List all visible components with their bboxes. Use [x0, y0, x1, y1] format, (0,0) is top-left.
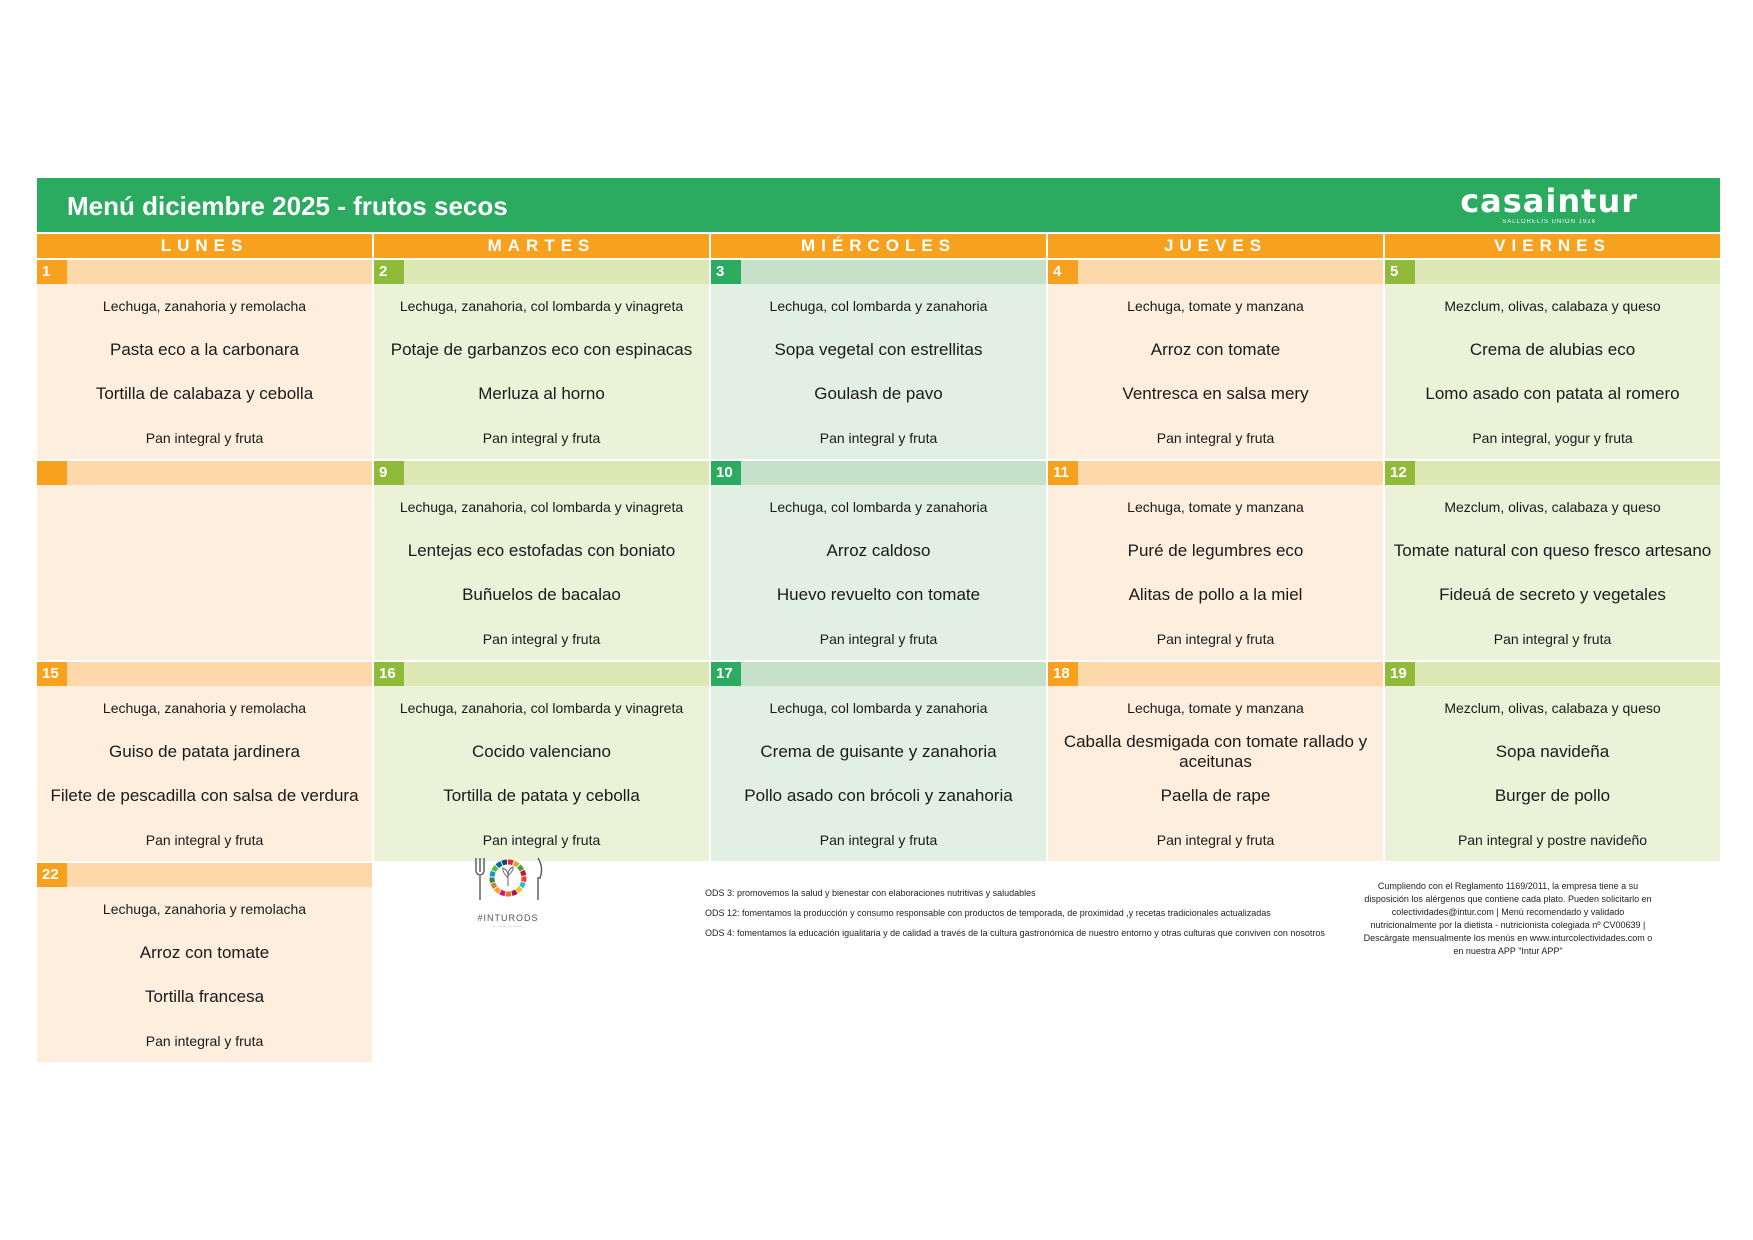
logo-wordmark: casaintur: [1460, 182, 1638, 220]
weekday-thursday: JUEVES: [1048, 234, 1383, 258]
first-course: Tomate natural con queso fresco artesano: [1393, 541, 1712, 560]
day-menu: [711, 284, 1046, 459]
day-cell: [374, 260, 709, 459]
day-number: 4: [1048, 260, 1078, 284]
day-number: 10: [711, 461, 741, 485]
bread-and-dessert: Pan integral y fruta: [819, 631, 938, 647]
day-number: 3: [711, 260, 741, 284]
bread-and-dessert: Pan integral y fruta: [482, 631, 601, 647]
day-cell: [711, 461, 1046, 660]
bread-and-dessert: Pan integral y postre navideño: [1457, 832, 1648, 848]
starter-salad: Lechuga, col lombarda y zanahoria: [769, 499, 988, 515]
logo-subtext: SALLORELIS UNION 1926: [1502, 219, 1596, 225]
day-cell-header: [711, 260, 1046, 284]
bread-and-dessert: Pan integral y fruta: [819, 832, 938, 848]
sdg-segment: [502, 862, 507, 863]
bread-and-dessert: Pan integral y fruta: [145, 1033, 264, 1049]
day-number: 16: [374, 662, 404, 686]
second-course: Paella de rape: [1160, 786, 1271, 805]
day-cell: [1048, 461, 1383, 660]
sdg-segment: [517, 888, 521, 891]
starter-salad: Lechuga, col lombarda y zanahoria: [769, 298, 988, 314]
weekday-wednesday: MIÉRCOLES: [711, 234, 1046, 258]
day-cell: [37, 260, 372, 459]
bread-and-dessert: Pan integral y fruta: [482, 832, 601, 848]
day-number: 19: [1385, 662, 1415, 686]
weekday-header-row: [37, 234, 1720, 258]
second-course: Filete de pescadilla con salsa de verdura: [50, 786, 359, 805]
day-cell: [1048, 260, 1383, 459]
menu-banner: [37, 178, 1720, 232]
weekday-friday: VIERNES: [1385, 234, 1720, 258]
starter-salad: Lechuga, zanahoria, col lombarda y vinagreta: [399, 499, 684, 515]
casaintur-logo: [1460, 184, 1638, 226]
sdg-segment: [514, 863, 518, 866]
first-course: Arroz caldoso: [826, 541, 931, 560]
bread-and-dessert: Pan integral y fruta: [145, 832, 264, 848]
second-course: Merluza al horno: [478, 384, 605, 403]
first-course: Arroz con tomate: [1150, 340, 1281, 359]
sdg-segment: [494, 867, 497, 871]
starter-salad: Lechuga, col lombarda y zanahoria: [769, 700, 988, 716]
ods-note-3: ODS 3: promovemos la salud y bienestar con elaboraciones nutritivas y saludables: [705, 888, 1036, 898]
ods-subcaption: ——————: [493, 923, 523, 928]
starter-salad: Mezclum, olivas, calabaza y queso: [1444, 700, 1661, 716]
day-menu: [1048, 284, 1383, 459]
first-course: [41, 529, 368, 573]
first-course: Cocido valenciano: [472, 742, 611, 761]
first-course: Arroz con tomate: [139, 943, 270, 962]
menu-title: Menú diciembre 2025 - frutos secos: [67, 191, 508, 221]
bread-and-dessert: [41, 617, 368, 661]
bread-and-dessert: Pan integral y fruta: [1156, 832, 1275, 848]
second-course: Huevo revuelto con tomate: [776, 585, 981, 604]
first-course: Potaje de garbanzos eco con espinacas: [390, 340, 693, 359]
bread-and-dessert: Pan integral y fruta: [145, 430, 264, 446]
day-cell: [1385, 461, 1720, 660]
starter-salad: Lechuga, tomate y manzana: [1127, 700, 1304, 716]
day-menu: [374, 284, 709, 459]
legal-notice: Cumpliendo con el Reglamento 1169/2011, la empresa tiene a su disposición los alérgenos que contiene cada plato. Pueden solicitarlo en colectividades@intur.com | Menú recomendado y validado nutricionalmente por la dietista - nutricionista colegiada nº CV00639 | Descárgate mensualmente los menús en www.inturcolectividades.com o en nuestra APP "Intur APP": [1363, 881, 1653, 956]
day-number: [37, 461, 67, 485]
sdg-segment: [519, 866, 522, 870]
first-course: Guiso de patata jardinera: [109, 742, 300, 761]
day-cell-header: [1048, 662, 1383, 686]
ods-notes: [705, 888, 1325, 948]
day-cell: [37, 461, 372, 660]
ods-logo: [468, 852, 548, 928]
bread-and-dessert: Pan integral y fruta: [1156, 430, 1275, 446]
starter-salad: Mezclum, olivas, calabaza y queso: [1444, 499, 1661, 515]
sdg-segment: [497, 863, 501, 866]
day-number: 18: [1048, 662, 1078, 686]
first-course: Puré de legumbres eco: [1127, 541, 1304, 560]
ods-caption: #INTURODS: [477, 913, 539, 923]
day-cell: [1385, 260, 1720, 459]
bread-and-dessert: Pan integral y fruta: [1156, 631, 1275, 647]
second-course: Tortilla francesa: [144, 987, 265, 1006]
bread-and-dessert: Pan integral y fruta: [482, 430, 601, 446]
day-number: 9: [374, 461, 404, 485]
day-number: 22: [37, 863, 67, 887]
first-course: Caballa desmigada con tomate rallado y aceitunas: [1063, 732, 1368, 771]
day-number: 11: [1048, 461, 1078, 485]
sdg-segment: [492, 877, 493, 882]
day-menu: [711, 485, 1046, 660]
first-course: Lentejas eco estofadas con boniato: [407, 541, 676, 560]
day-menu: [374, 485, 709, 660]
second-course: Goulash de pavo: [814, 384, 943, 403]
day-cell-header: [1385, 260, 1720, 284]
starter-salad: Lechuga, zanahoria, col lombarda y vinagreta: [399, 298, 684, 314]
bread-and-dessert: Pan integral y fruta: [1493, 631, 1612, 647]
second-course: [41, 573, 368, 617]
starter-salad: Lechuga, zanahoria y remolacha: [102, 901, 307, 917]
sdg-segment: [493, 883, 495, 887]
second-course: Lomo asado con patata al romero: [1425, 384, 1680, 403]
day-cell-header: [711, 461, 1046, 485]
day-cell-header: [37, 662, 372, 686]
day-cell-header: [1385, 662, 1720, 686]
second-course: Pollo asado con brócoli y zanahoria: [744, 786, 1013, 805]
second-course: Tortilla de patata y cebolla: [443, 786, 640, 805]
day-number: 12: [1385, 461, 1415, 485]
starter-salad: Lechuga, zanahoria y remolacha: [102, 298, 307, 314]
day-cell-header: [1385, 461, 1720, 485]
ods-note-4: ODS 4: fomentamos la educación igualitaria y de calidad a través de la cultura gastronómica de nuestro entorno y otras culturas que conviven con nosotros: [705, 928, 1325, 938]
ods-wheel-icon: [470, 852, 546, 906]
sdg-segment: [508, 862, 513, 863]
starter-salad: Mezclum, olivas, calabaza y queso: [1444, 298, 1661, 314]
day-cell-header: [1048, 260, 1383, 284]
weekday-tuesday: MARTES: [374, 234, 709, 258]
starter-salad: Lechuga, tomate y manzana: [1127, 298, 1304, 314]
second-course: Fideuá de secreto y vegetales: [1439, 585, 1666, 604]
ods-note-12: ODS 12: fomentamos la producción y consumo responsable con productos de temporada, de proximidad ,y recetas tradicionales actualizadas: [705, 908, 1271, 918]
day-cell-header: [374, 461, 709, 485]
day-cell-header: [711, 662, 1046, 686]
second-course: Alitas de pollo a la miel: [1128, 585, 1303, 604]
day-number: 15: [37, 662, 67, 686]
starter-salad: Lechuga, zanahoria, col lombarda y vinagreta: [399, 700, 684, 716]
day-number: 5: [1385, 260, 1415, 284]
second-course: Tortilla de calabaza y cebolla: [95, 384, 314, 403]
second-course: Buñuelos de bacalao: [462, 585, 621, 604]
menu-footer: [0, 824, 1683, 1023]
starter-salad: [41, 485, 368, 529]
day-cell-header: [37, 260, 372, 284]
knife-icon: [538, 858, 542, 900]
second-course: Ventresca en salsa mery: [1122, 384, 1309, 403]
day-cell-header: [1048, 461, 1383, 485]
first-course: Crema de guisante y zanahoria: [760, 742, 997, 761]
first-course: Crema de alubias eco: [1469, 340, 1636, 359]
first-course: Sopa vegetal con estrellitas: [774, 340, 983, 359]
day-cell-header: [374, 662, 709, 686]
day-menu: [1385, 485, 1720, 660]
sdg-segment: [492, 872, 493, 877]
sdg-segment: [521, 882, 523, 887]
bread-and-dessert: Pan integral y fruta: [819, 430, 938, 446]
starter-salad: Lechuga, tomate y manzana: [1127, 499, 1304, 515]
starter-salad: Lechuga, zanahoria y remolacha: [102, 700, 307, 716]
sdg-segment: [496, 888, 500, 891]
sdg-segment: [512, 892, 517, 894]
day-menu: [1048, 485, 1383, 660]
day-number: 2: [374, 260, 404, 284]
day-cell-header: [374, 260, 709, 284]
day-menu: [1385, 284, 1720, 459]
first-course: Pasta eco a la carbonara: [109, 340, 299, 359]
day-cell: [711, 260, 1046, 459]
day-menu: [37, 485, 372, 660]
sdg-segment: [500, 892, 505, 894]
day-cell-header: [37, 461, 372, 485]
weekday-monday: LUNES: [37, 234, 372, 258]
sdg-segment: [522, 871, 524, 876]
day-menu: [37, 284, 372, 459]
day-number: 1: [37, 260, 67, 284]
first-course: Sopa navideña: [1495, 742, 1610, 761]
day-cell: [374, 461, 709, 660]
second-course: Burger de pollo: [1494, 786, 1611, 805]
bread-and-dessert: Pan integral, yogur y fruta: [1472, 430, 1633, 446]
sprout-icon: [503, 867, 513, 886]
day-number: 17: [711, 662, 741, 686]
fork-icon: [476, 858, 484, 900]
